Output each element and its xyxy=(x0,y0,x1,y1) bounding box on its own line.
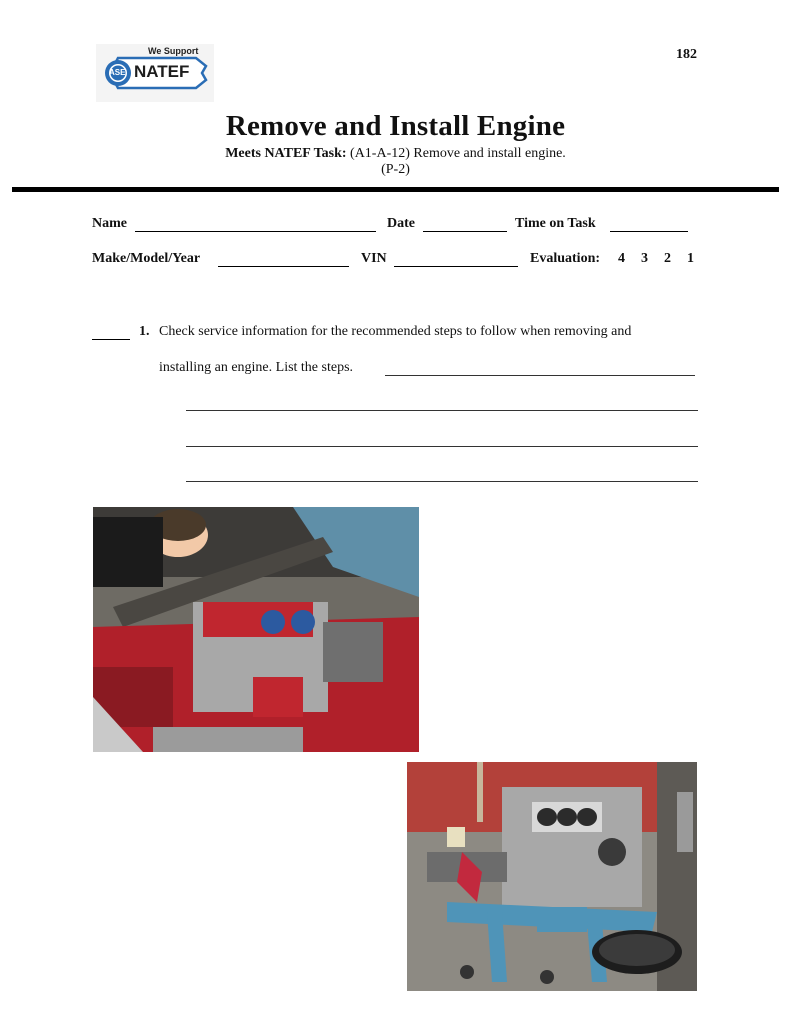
evaluation-score-4[interactable]: 4 xyxy=(618,251,625,266)
evaluation-score-2[interactable]: 2 xyxy=(664,251,671,266)
task-code: (P-2) xyxy=(381,162,410,177)
task-text: (A1-A-12) Remove and install engine. xyxy=(350,146,566,161)
logo-tagline: We Support xyxy=(148,46,199,56)
evaluation-label: Evaluation: xyxy=(530,251,601,266)
page-title: Remove and Install Engine xyxy=(225,110,566,142)
answer-line[interactable] xyxy=(385,375,695,376)
question-check-blank[interactable] xyxy=(92,325,130,340)
task-line xyxy=(0,146,791,162)
name-field[interactable] xyxy=(135,217,376,232)
vin-field[interactable] xyxy=(394,252,518,267)
question-line-2: installing an engine. List the steps. xyxy=(159,360,354,375)
evaluation-score-1[interactable]: 1 xyxy=(687,251,694,266)
evaluation-score-3[interactable]: 3 xyxy=(641,251,648,266)
question-number: 1. xyxy=(139,324,150,339)
answer-line[interactable] xyxy=(186,481,698,482)
make-model-year-label: Make/Model/Year xyxy=(92,251,201,266)
date-label: Date xyxy=(387,216,415,231)
logo-brand: NATEF xyxy=(134,62,190,81)
date-field[interactable] xyxy=(423,217,507,232)
logo-badge: ASE xyxy=(109,68,126,77)
natef-logo xyxy=(96,44,214,102)
question-line-1: Check service information for the recommended steps to follow when removing and xyxy=(159,324,632,339)
answer-line[interactable] xyxy=(186,410,698,411)
engine-on-stand-photo xyxy=(407,762,697,991)
task-label: Meets NATEF Task: xyxy=(225,146,347,161)
time-on-task-field[interactable] xyxy=(610,217,688,232)
engine-bay-photo xyxy=(93,507,419,752)
make-model-year-field[interactable] xyxy=(218,252,349,267)
vin-label: VIN xyxy=(361,251,387,266)
header-divider xyxy=(12,187,779,192)
answer-line[interactable] xyxy=(186,446,698,447)
page-number: 182 xyxy=(676,47,697,62)
time-on-task-label: Time on Task xyxy=(515,216,596,231)
name-label: Name xyxy=(92,216,127,231)
